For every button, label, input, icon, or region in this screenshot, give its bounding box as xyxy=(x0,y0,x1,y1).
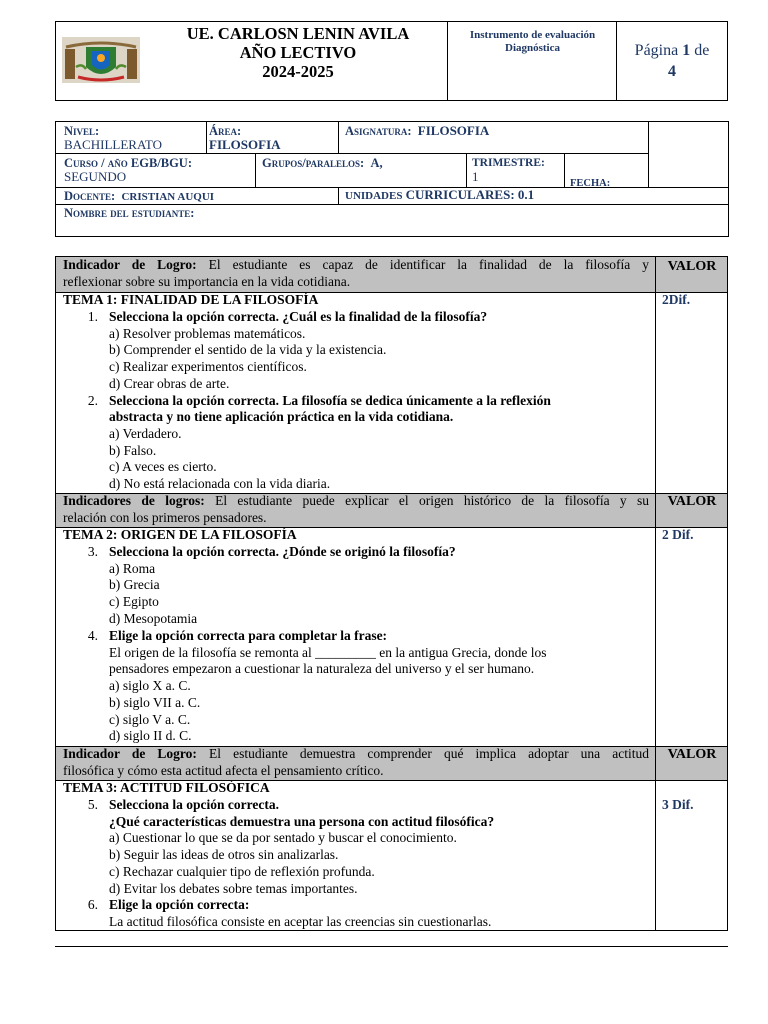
nivel-field: Nivel: BACHILLERATO xyxy=(64,124,162,152)
indicator-2: Indicadores de logros: El estudiante puede explicar el origen histórico de la filosofía y su xyxy=(63,493,650,508)
dif-1: 2Dif. xyxy=(662,292,691,307)
question-3-prompt: Selecciona la opción correcta. ¿Dónde se originó la filosofía? xyxy=(109,544,456,559)
fecha-field: FECHA: xyxy=(570,178,611,189)
dif-2: 2 Dif. xyxy=(662,527,694,542)
indicator-3: Indicador de Logro: El estudiante demuestra comprender qué implica adoptar una actitud xyxy=(63,746,649,761)
student-info-table xyxy=(55,121,729,237)
page-bottom-rule xyxy=(55,946,728,947)
question-5-option-a: a) Cuestionar lo que se da por sentado y buscar el conocimiento. xyxy=(109,830,457,845)
document-header xyxy=(55,21,728,101)
question-3-option-c: c) Egipto xyxy=(109,594,159,609)
indicator-1-line2: reflexionar sobre su importancia en la vida cotidiana. xyxy=(63,274,351,289)
tema-3-title: TEMA 3: ACTITUD FILOSÓFICA xyxy=(63,780,270,795)
question-4-statement: El origen de la filosofía se remonta al _________ en la antigua Grecia, donde los xyxy=(109,645,547,660)
tema-1-title: TEMA 1: FINALIDAD DE LA FILOSOFÍA xyxy=(63,292,319,307)
valor-header-3: VALOR xyxy=(667,747,717,762)
docente-field: Docente: CRISTIAN AUQUI xyxy=(64,189,215,203)
curso-field: Curso / año EGB/BGU: SEGUNDO xyxy=(64,156,192,184)
school-year: 2024-2025 xyxy=(262,62,334,81)
question-6-number: 6. xyxy=(87,897,98,912)
question-6-prompt: Elige la opción correcta: xyxy=(109,897,250,912)
question-3-option-a: a) Roma xyxy=(109,561,156,576)
indicator-1: Indicador de Logro: El estudiante es capaz de identificar la finalidad de la filosofía y xyxy=(63,257,650,272)
question-4-statement-line2: pensadores empezaron a cuestionar la naturaleza del universo y el ser humano. xyxy=(109,661,535,676)
question-5-option-d: d) Evitar los debates sobre temas importantes. xyxy=(109,881,358,896)
question-4-option-c: c) siglo V a. C. xyxy=(109,712,191,727)
trimestre-field: TRIMESTRE: 1 xyxy=(472,157,545,184)
school-year-label: AÑO LECTIVO xyxy=(239,43,357,62)
question-4-prompt: Elige la opción correcta para completar la frase: xyxy=(109,628,388,643)
valor-header-2: VALOR xyxy=(667,494,717,509)
question-2-option-a: a) Verdadero. xyxy=(109,426,182,441)
question-1-option-b: b) Comprender el sentido de la vida y la existencia. xyxy=(109,342,387,357)
question-5-prompt-line2: ¿Qué características demuestra una persona con actitud filosófica? xyxy=(109,814,495,829)
indicator-2-line2: relación con los primeros pensadores. xyxy=(63,510,267,525)
nombre-estudiante-field: Nombre del estudiante: xyxy=(64,206,195,220)
question-2-prompt: Selecciona la opción correcta. La filosofía se dedica únicamente a la reflexión xyxy=(109,393,551,408)
question-1-option-c: c) Realizar experimentos científicos. xyxy=(109,359,307,374)
question-1-number: 1. xyxy=(87,309,98,324)
question-3-option-d: d) Mesopotamia xyxy=(109,611,198,626)
question-5-prompt: Selecciona la opción correcta. xyxy=(109,797,279,812)
question-3-number: 3. xyxy=(87,544,98,559)
question-1-prompt: Selecciona la opción correcta. ¿Cuál es la finalidad de la filosofía? xyxy=(109,309,488,324)
question-2-option-d: d) No está relacionada con la vida diaria. xyxy=(109,476,331,491)
tema-2-title: TEMA 2: ORIGEN DE LA FILOSOFÍA xyxy=(63,527,297,542)
instrument-title: Instrumento de evaluación Diagnóstica xyxy=(469,29,596,54)
page-indicator: Página 1 de 4 xyxy=(634,42,710,80)
school-title xyxy=(148,24,448,81)
question-5-number: 5. xyxy=(87,797,98,812)
evaluation-table xyxy=(55,256,728,931)
question-5-option-b: b) Seguir las ideas de otros sin analizarlas. xyxy=(109,847,339,862)
instrument-cell xyxy=(448,22,617,100)
question-1-option-a: a) Resolver problemas matemáticos. xyxy=(109,326,306,341)
question-2-option-c: c) A veces es cierto. xyxy=(109,459,217,474)
asignatura-field: Asignatura: FILOSOFIA xyxy=(345,123,490,138)
question-4-number: 4. xyxy=(87,628,98,643)
area-field: Área: FILOSOFIA xyxy=(209,124,281,152)
question-3-option-b: b) Grecia xyxy=(109,577,160,592)
question-2-option-b: b) Falso. xyxy=(109,443,157,458)
question-5-option-c: c) Rechazar cualquier tipo de reflexión profunda. xyxy=(109,864,375,879)
grupos-field: Grupos/paralelos: A, xyxy=(262,156,383,170)
school-logo xyxy=(62,37,140,83)
question-2-number: 2. xyxy=(87,393,98,408)
page-number-cell xyxy=(617,22,727,100)
indicator-3-line2: filosófica y cómo esta actitud afecta el pensamiento crítico. xyxy=(63,763,384,778)
school-cell xyxy=(56,22,448,100)
question-2-prompt-line2: abstracta y no tiene aplicación práctica en la vida cotidiana. xyxy=(109,409,454,424)
dif-3: 3 Dif. xyxy=(662,797,694,812)
question-4-option-a: a) siglo X a. C. xyxy=(109,678,191,693)
valor-header-1: VALOR xyxy=(667,259,717,274)
unidades-field: UNIDADES CURRICULARES: 0.1 xyxy=(345,187,535,202)
school-name: UE. CARLOSN LENIN AVILA xyxy=(186,24,410,43)
question-4-option-d: d) siglo II d. C. xyxy=(109,728,192,743)
question-4-option-b: b) siglo VII a. C. xyxy=(109,695,201,710)
question-1-option-d: d) Crear obras de arte. xyxy=(109,376,230,391)
question-6-statement: La actitud filosófica consiste en aceptar las creencias sin cuestionarlas. xyxy=(109,914,492,929)
